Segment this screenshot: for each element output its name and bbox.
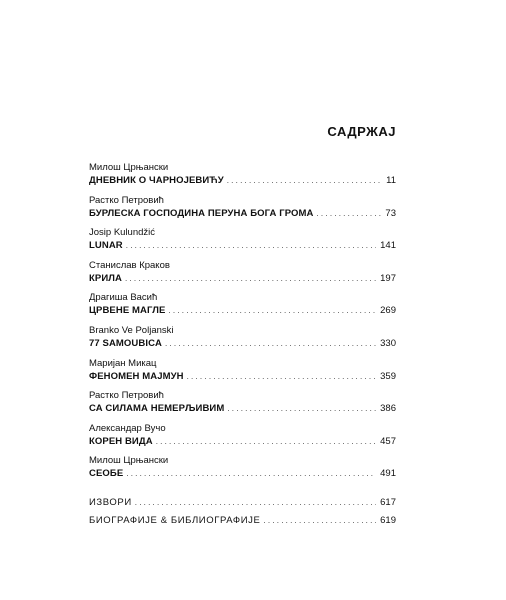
dot-leader [168, 304, 376, 318]
toc-page-number: 359 [380, 370, 396, 382]
page-title: САДРЖАЈ [327, 124, 396, 139]
dot-leader [135, 496, 376, 510]
toc-line [89, 467, 396, 481]
toc-page-number: 197 [380, 272, 396, 284]
toc-title: СА СИЛАМА НЕМЕРЉИВИМ [89, 403, 225, 415]
dot-leader [165, 337, 376, 351]
toc-title: БУРЛЕСКА ГОСПОДИНА ПЕРУНА БОГА ГРОМА [89, 207, 314, 219]
toc-line [89, 496, 396, 510]
toc-entry [89, 423, 396, 456]
toc-author: Александар Вучо [89, 422, 166, 434]
toc-title: БИОГРАФИЈЕ & БИБЛИОГРАФИЈЕ [89, 514, 261, 526]
dot-leader [187, 370, 377, 384]
toc-author: Драгиша Васић [89, 292, 158, 304]
toc-author: Маријан Микац [89, 357, 157, 369]
dot-leader [156, 435, 376, 449]
toc-line [89, 370, 396, 384]
dot-leader [227, 402, 376, 416]
toc-line [89, 272, 396, 286]
toc-extra-entry [89, 496, 396, 514]
toc-entry [89, 227, 396, 260]
toc-extra-entry [89, 514, 396, 532]
toc-line [89, 514, 396, 528]
dot-leader [227, 174, 382, 188]
dot-leader [126, 239, 376, 253]
toc-page-number: 491 [380, 468, 396, 480]
toc-page-number: 619 [380, 514, 396, 526]
toc-author: Станислав Краков [89, 259, 170, 271]
toc-entry [89, 292, 396, 325]
toc-line [89, 207, 396, 221]
toc-author: Josip Kulundžić [89, 227, 156, 239]
toc-title: ИЗВОРИ [89, 496, 132, 508]
dot-leader [263, 514, 376, 528]
dot-leader [316, 207, 381, 221]
toc-title: СЕОБЕ [89, 468, 124, 480]
toc-page-number: 617 [380, 496, 396, 508]
toc-title: ЦРВЕНЕ МАГЛЕ [89, 305, 166, 317]
toc-entry [89, 162, 396, 195]
toc-title: 77 SAMOUBICA [89, 337, 162, 349]
toc-line [89, 304, 396, 318]
toc-entry [89, 455, 396, 488]
toc-entry [89, 325, 396, 358]
toc-line [89, 337, 396, 351]
toc-line [89, 435, 396, 449]
toc-author: Милош Црњански [89, 162, 169, 173]
toc-author: Растко Петровић [89, 390, 164, 402]
toc-title: КРИЛА [89, 272, 122, 284]
toc-title: ФЕНОМЕН МАЈМУН [89, 370, 184, 382]
dot-leader [125, 272, 376, 286]
toc-page-number: 386 [380, 403, 396, 415]
toc-title: ДНЕВНИК О ЧАРНОЈЕВИЋУ [89, 175, 224, 186]
toc-line [89, 239, 396, 253]
toc-page-number: 457 [380, 435, 396, 447]
toc-page-number: 269 [380, 305, 396, 317]
toc-title: КОРЕН ВИДА [89, 435, 153, 447]
toc-title: LUNAR [89, 240, 123, 252]
toc-page-number: 141 [380, 240, 396, 252]
toc-entry [89, 358, 396, 391]
toc-author: Милош Црњански [89, 455, 169, 467]
toc-line [89, 174, 396, 188]
dot-leader [126, 467, 376, 481]
table-of-contents [89, 162, 396, 532]
toc-page-number: 73 [385, 207, 396, 219]
toc-line [89, 402, 396, 416]
toc-page-number: 11 [386, 175, 396, 186]
toc-entry [89, 195, 396, 228]
toc-entry [89, 260, 396, 293]
toc-author: Branko Ve Poljanski [89, 324, 174, 336]
toc-entry [89, 390, 396, 423]
toc-author: Растко Петровић [89, 194, 164, 206]
toc-page-number: 330 [380, 337, 396, 349]
spacer [89, 488, 396, 496]
